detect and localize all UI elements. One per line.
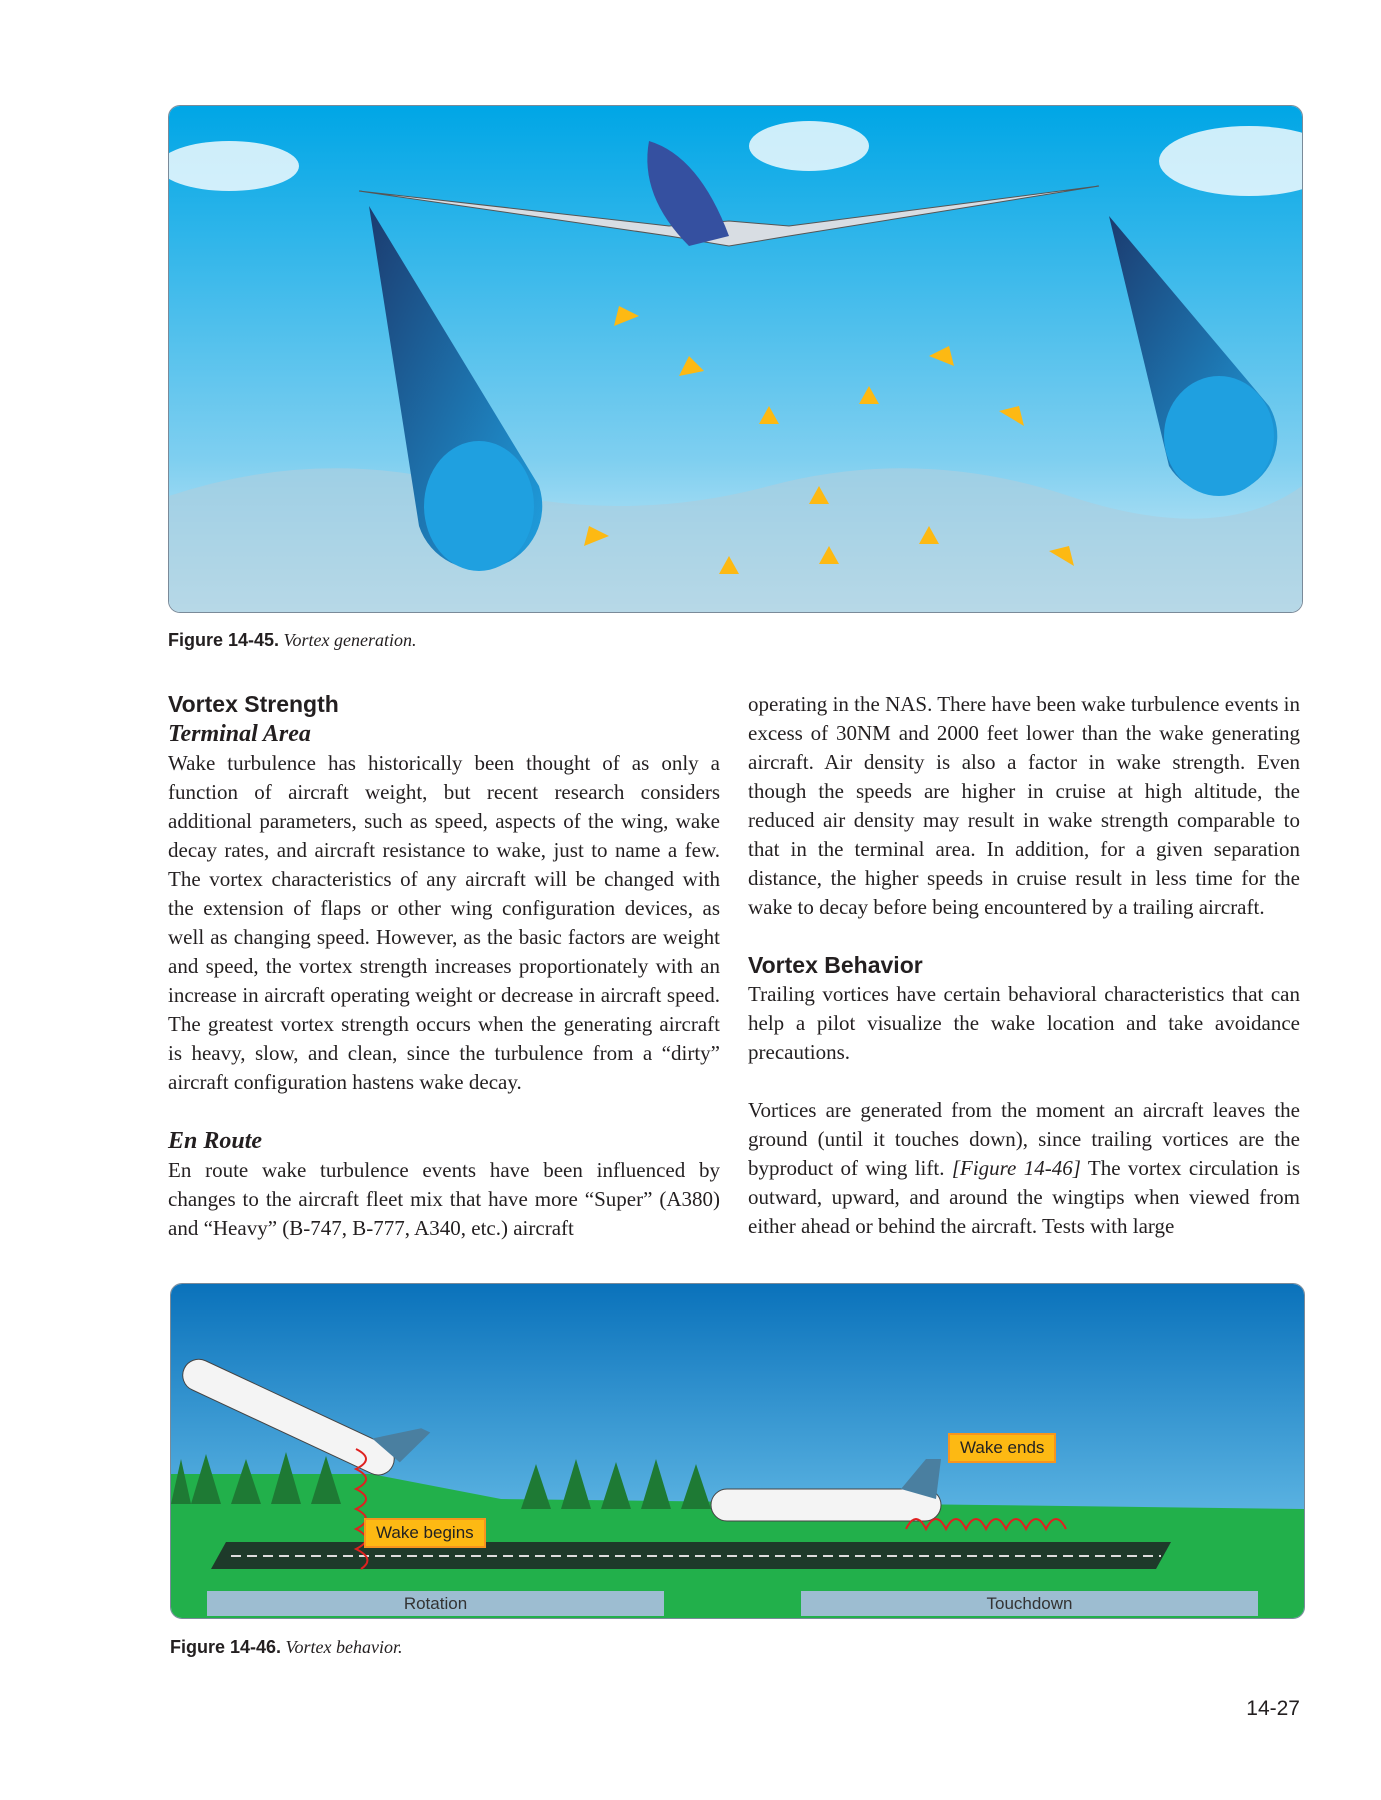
paragraph: Vortices are generated from the moment an aircraft leaves the ground (until it touches down), since trailing vortices are the byproduct of wing lift. [Figure 14-46] The vortex circulation is outward, upward, and around the wingtips when viewed from either ahead or behind the aircraft. Tests with large	[748, 1098, 1301, 1238]
subsection-heading: Terminal Area	[168, 721, 311, 747]
paragraph: Trailing vortices have certain behavioral characteristics that can help a pilot visualize the wake location and take avoidance precautions.	[748, 982, 1300, 1064]
paragraph: operating in the NAS. There have been wake turbulence events in excess of 30NM and 2000 feet lower than the wake generating aircraft. Air density is also a factor in wake strength. Even though the speeds are higher in cruise at high altitude, the reduced air density may result in wake strength comparable to that in the terminal area. In addition, for a given separation distance, the higher speeds in cruise result in less time for the wake to decay before being encountered by a trailing aircraft.	[748, 692, 1300, 919]
wake-ends-callout: Wake ends	[948, 1433, 1056, 1463]
figure-caption	[170, 1637, 403, 1658]
right-column	[748, 690, 1300, 1241]
touchdown-band: Touchdown	[801, 1591, 1258, 1616]
left-column	[168, 690, 720, 1243]
paragraph: Wake turbulence has historically been thought of as only a function of aircraft weight, but recent research considers additional parameters, such as speed, aspects of the wing, wake decay rates, and aircraft resistance to wake, just to name a few. The vortex characteristics of any aircraft will be changed with the extension of flaps or other wing configuration devices, as well as changing speed. However, as the basic factors are weight and speed, the vortex strength increases proportionately with an increase in aircraft operating weight or decrease in aircraft speed. The greatest vortex strength occurs when the generating aircraft is heavy, slow, and clean, since the turbulence from a “dirty” aircraft configuration hastens wake decay.	[168, 751, 720, 1094]
wake-begins-callout: Wake begins	[364, 1518, 486, 1548]
vortex-generation-illustration	[168, 105, 1303, 613]
figure-label: Figure 14-46.	[170, 1637, 282, 1657]
figure-reference: [Figure 14-46]	[951, 1156, 1081, 1180]
figure-title: Vortex behavior.	[285, 1637, 403, 1657]
section-heading: Vortex Behavior	[748, 952, 923, 978]
figure-label: Figure 14-45.	[168, 630, 280, 650]
figure-title: Vortex generation.	[283, 630, 417, 650]
page-number: 14-27	[1246, 1697, 1300, 1720]
rotation-band: Rotation	[207, 1591, 664, 1616]
paragraph: En route wake turbulence events have been influenced by changes to the aircraft fleet mix that have more “Super” (A380) and “Heavy” (B-747, B-777, A340, etc.) aircraft	[168, 1158, 720, 1240]
figure-caption	[168, 630, 417, 651]
section-heading: Vortex Strength	[168, 691, 339, 717]
vortex-behavior-illustration	[170, 1283, 1305, 1619]
subsection-heading: En Route	[168, 1128, 263, 1154]
